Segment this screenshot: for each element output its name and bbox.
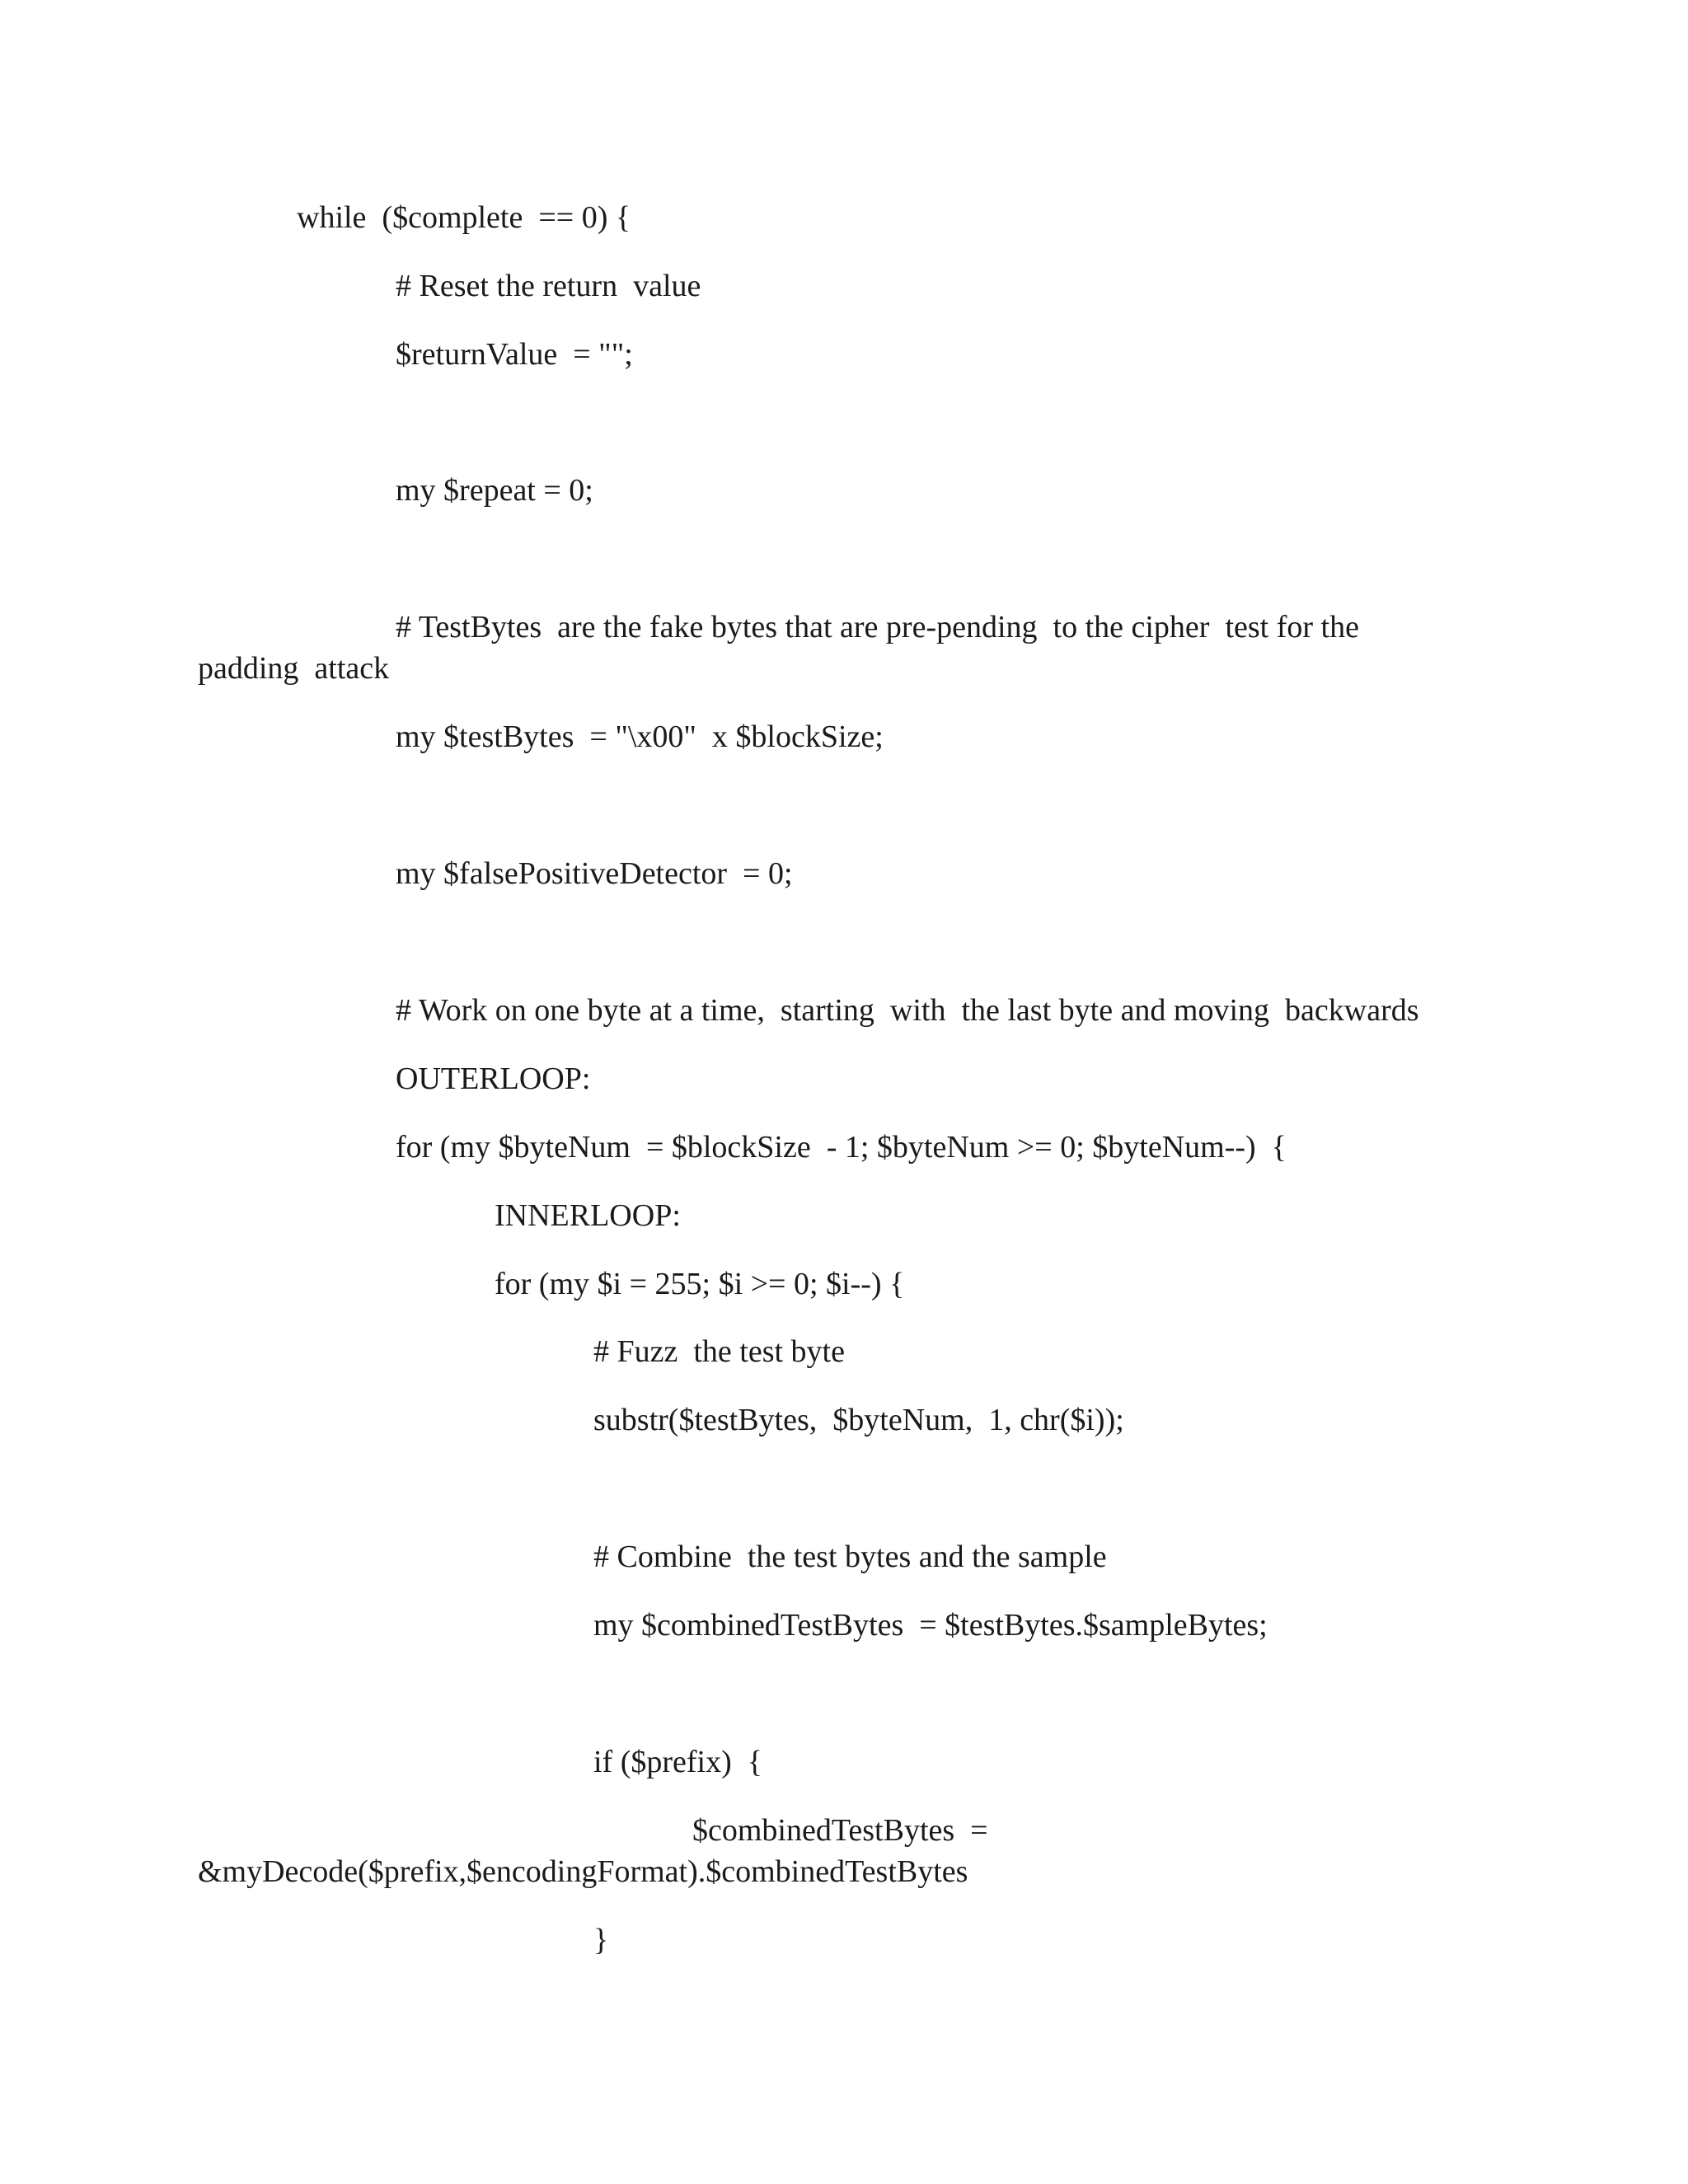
comment-test-bytes-continued: padding attack <box>198 651 390 686</box>
code-line-inner-for: for (my $i = 255; $i >= 0; $i--) { <box>495 1267 905 1301</box>
code-line-combined-test-bytes: my $combinedTestBytes = $testBytes.$sampleBytes; <box>593 1608 1268 1643</box>
code-line-outer-for: for (my $byteNum = $blockSize - 1; $byteNum >= 0; $byteNum--) { <box>396 1130 1287 1165</box>
code-line-innerloop-label: INNERLOOP: <box>495 1198 681 1233</box>
comment-reset-return-value: # Reset the return value <box>396 269 701 303</box>
code-line-substr: substr($testBytes, $byteNum, 1, chr($i)); <box>593 1403 1124 1437</box>
code-line-combined-assign: $combinedTestBytes = <box>692 1813 988 1848</box>
comment-combine-bytes: # Combine the test bytes and the sample <box>593 1540 1107 1574</box>
code-line-test-bytes: my $testBytes = "\x00" x $blockSize; <box>396 719 884 754</box>
code-line-while: while ($complete == 0) { <box>297 200 631 235</box>
code-line-outerloop-label: OUTERLOOP: <box>396 1062 591 1096</box>
comment-work-one-byte: # Work on one byte at a time, starting with the last byte and moving backwards <box>396 993 1419 1028</box>
comment-test-bytes: # TestBytes are the fake bytes that are pre-pending to the cipher test for the <box>396 610 1359 644</box>
code-line-false-positive-detector: my $falsePositiveDetector = 0; <box>396 856 793 891</box>
comment-fuzz-test-byte: # Fuzz the test byte <box>593 1334 845 1369</box>
code-line-repeat: my $repeat = 0; <box>396 473 593 508</box>
code-line-if-prefix: if ($prefix) { <box>593 1745 762 1779</box>
code-line-closing-brace: } <box>593 1923 609 1957</box>
code-line-mydecode-continued: &myDecode($prefix,$encodingFormat).$combinedTestBytes <box>198 1854 968 1889</box>
code-line-return-value: $returnValue = ""; <box>396 337 633 372</box>
